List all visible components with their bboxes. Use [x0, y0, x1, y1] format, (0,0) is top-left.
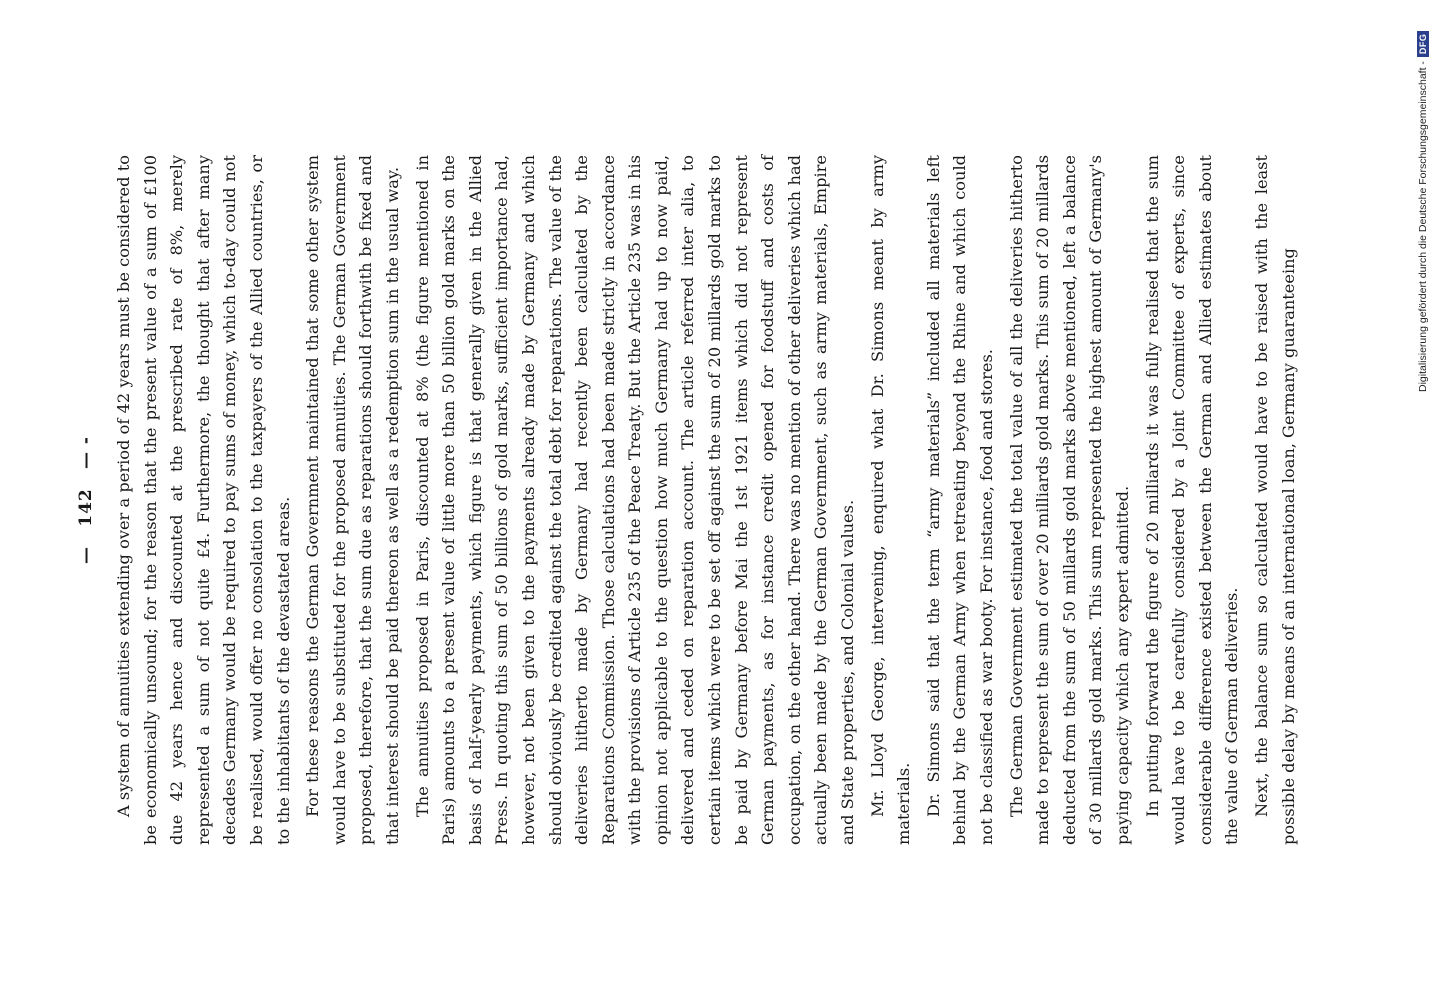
page-number-dash-left: —	[76, 545, 96, 564]
page-number-dash-right: — -	[76, 436, 96, 470]
paragraph-army-materials: Dr. Simons said that the term “army materials” included all materials left behind by the German Army when retreating beyond the Rhine and which could not be classified as war booty. For instance, food and stores.	[923, 155, 996, 845]
paragraph-lloyd-george: Mr. Lloyd George, intervening, enquired what Dr. Simons meant by army materials.	[867, 155, 914, 845]
paragraph-german-estimate: The German Government estimated the total value of all the deliveries hitherto made to represent the sum of over 20 milliards gold marks. This sum of 20 millards deducted from the sum of 50 millards gold marks above mentioned, left a balance of 30 millards gold marks. This sum represented the highest amount of Germany's paying capacity which any expert admitted.	[1006, 155, 1132, 845]
paragraph-paris-annuities: The annuities proposed in Paris, discounted at 8% (the figure mentioned in Paris) amounts to a present value of little more than 50 billion gold marks on the basis of half-yearly payments, which figure is that generally given in the Allied Press. In quoting this sum of 50 billions of gold marks, sufficient importance had, however, not been given to the payments already made by Germany and which should obviously be credited against the total debt for reparations. The value of the deliveries hitherto made by Germany had recently been calculated by the Reparations Commission. Those calculations had been made strictly in accordance with the provisions of Article 235 of the Peace Treaty. But the Article 235 was in his opinion not applicable to the question how much Germany had up to now paid, delivered and ceded on reparation account. The article referred inter alia, to certain items which were to be set off against the sum of 20 millards gold marks to be paid by Germany before Mai the 1st 1921 items which did not represent German payments, as for instance credit opened for foodstuff and costs of occupation, on the other hand. There was no mention of other deliveries which had actually been made by the German Government, such as army materials, Empire and State properties, and Colonial values.	[412, 155, 858, 845]
paragraph-other-system: For these reasons the German Government maintained that some other system would have to be substituted for the proposed annuities. The German Government proposed, therefore, that the sum due as reparations should forthwith be fixed and that interest should be paid thereon as well as a redemption sum in the usual way.	[303, 155, 402, 845]
paragraph-joint-committee: In putting forward the figure of 20 milliards it was fully realised that the sum would have to be carefully considered by a Joint Committee of experts, since considerable difference existed between the German and Allied estimates about the value of German deliveries.	[1142, 155, 1242, 845]
dfg-logo-icon: DFG	[1417, 31, 1429, 58]
dfg-attribution-text: Digitalisierung gefördert durch die Deutsche Forschungsgemeinschaft -	[1417, 61, 1429, 392]
rotated-page-content	[75, 155, 1302, 845]
page-number: 142	[76, 488, 96, 527]
paragraph-international-loan: Next, the balance sum so calculated would have to be raised with the least possible delay by means of an international loan, Germany guaranteeing	[1251, 155, 1298, 845]
page-number-header	[75, 155, 111, 845]
paragraph-annuities-unsound: A system of annuities extending over a period of 42 years must be considered to be economically unsound; for the reason that the present value of a sum of £100 due 42 years hence and discounted at the prescribed rate of 8%, merely represented a sum of not quite £4. Furthermore, the thought that after many decades Germany would be required to pay sums of money, which to-day could not be realised, would offer no consolation to the taxpayers of the Allied countries, or to the inhabitants of the devastated areas.	[114, 155, 293, 845]
dfg-attribution	[1417, 31, 1429, 392]
